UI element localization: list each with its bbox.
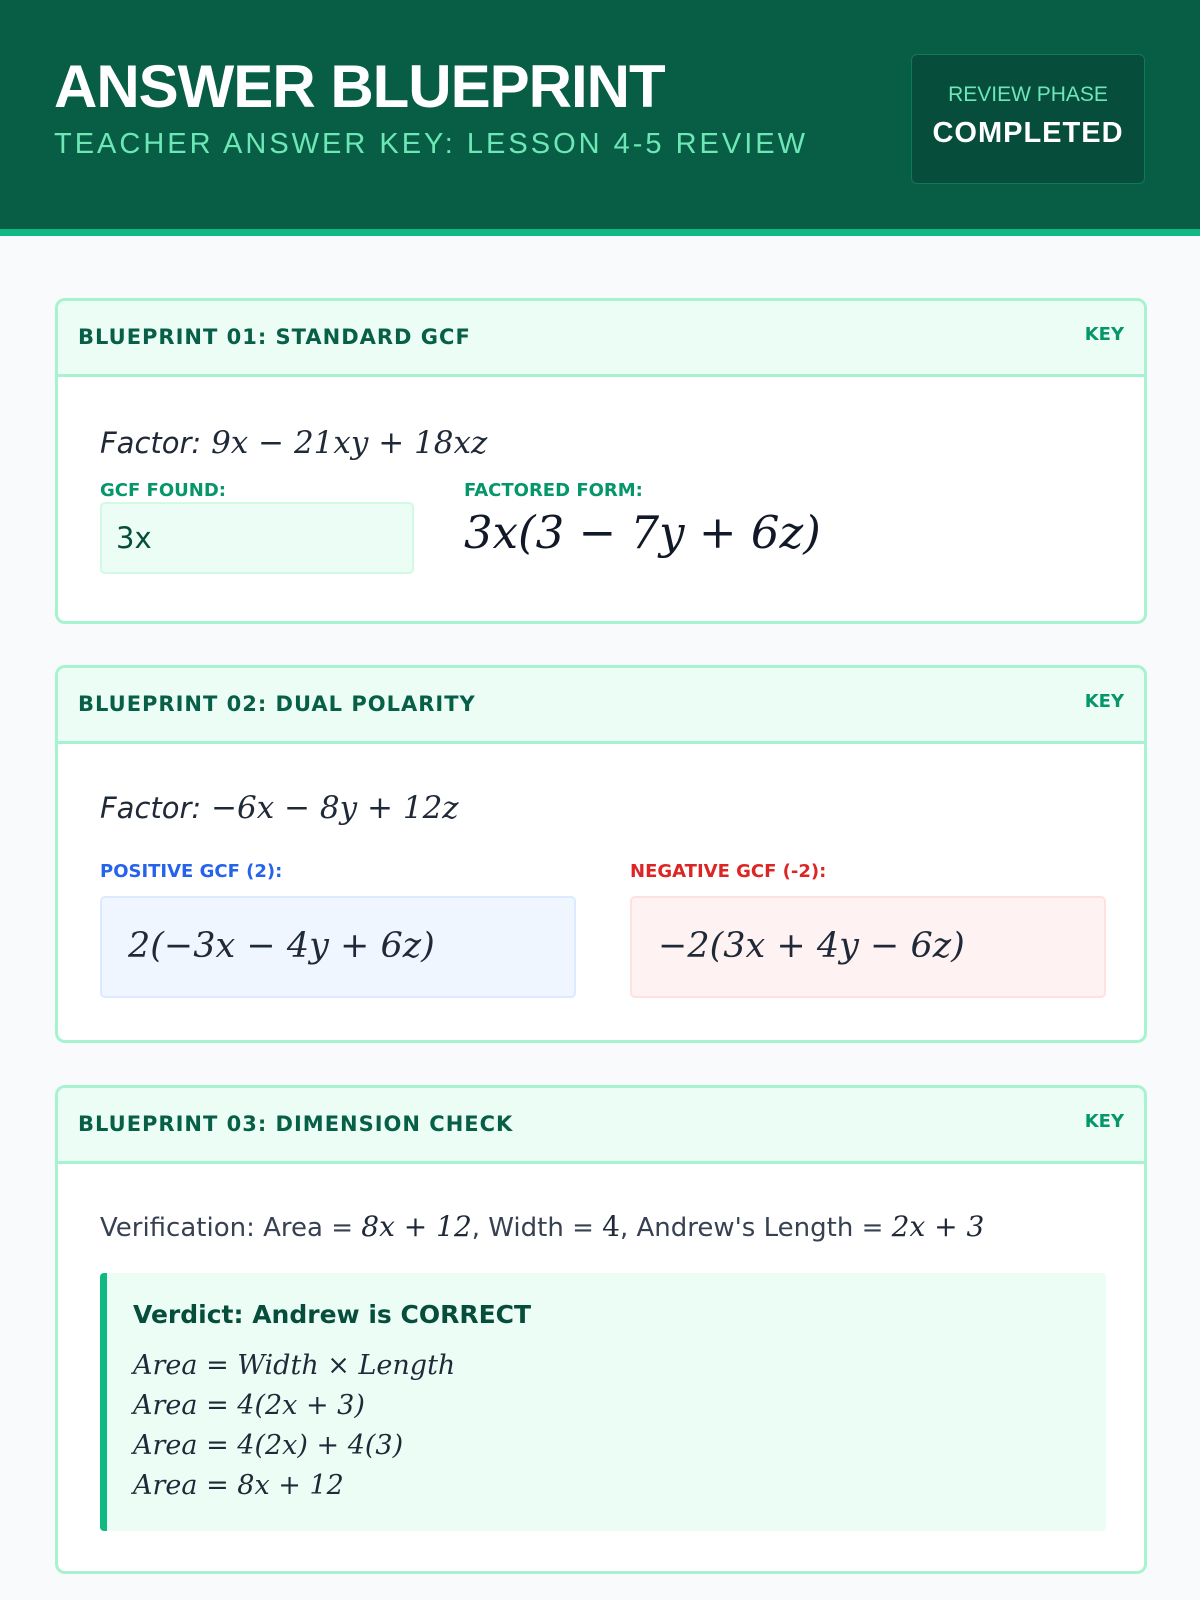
- gcf-found-label: GCF FOUND:: [100, 480, 226, 501]
- width-value: 4: [602, 1210, 620, 1243]
- blueprint-card-dimension-check: [55, 1085, 1147, 1574]
- gcf-value: 3x: [116, 521, 152, 555]
- negative-gcf-value: −2(3x + 4y − 6z): [658, 926, 965, 966]
- factored-form-label: FACTORED FORM:: [464, 480, 643, 501]
- factored-form-value: 3x(3 − 7y + 6z): [464, 506, 821, 559]
- verdict-step: Area = 4(2x) + 4(3): [133, 1430, 404, 1461]
- card-header: [58, 1088, 1144, 1164]
- length-expression: 2x + 3: [891, 1210, 985, 1243]
- card-header: [58, 668, 1144, 744]
- width-text: , Width =: [471, 1213, 603, 1243]
- verdict-box: [100, 1273, 1106, 1531]
- page-subtitle: TEACHER ANSWER KEY: LESSON 4-5 REVIEW: [54, 128, 808, 160]
- problem-statement: [100, 423, 487, 463]
- verification-prefix: Verification: Area =: [100, 1213, 362, 1243]
- review-phase-label: REVIEW PHASE: [948, 83, 1108, 106]
- key-badge: KEY: [1084, 324, 1124, 345]
- negative-gcf-label: NEGATIVE GCF (-2):: [630, 861, 827, 882]
- review-phase-badge: [911, 54, 1145, 184]
- page-header: [0, 0, 1200, 236]
- verdict-step: Area = Width × Length: [133, 1350, 456, 1381]
- problem-statement: [100, 788, 459, 828]
- key-badge: KEY: [1084, 691, 1124, 712]
- length-text: , Andrew's Length =: [619, 1213, 892, 1243]
- negative-gcf-box: [630, 896, 1106, 998]
- verdict-title: Verdict: Andrew is CORRECT: [133, 1300, 532, 1329]
- positive-gcf-label: POSITIVE GCF (2):: [100, 861, 283, 882]
- blueprint-card-standard-gcf: [55, 298, 1147, 624]
- gcf-answer-box: [100, 502, 414, 574]
- problem-expression: −6x − 8y + 12z: [211, 790, 459, 826]
- positive-gcf-box: [100, 896, 576, 998]
- blueprint-card-dual-polarity: [55, 665, 1147, 1043]
- area-expression: 8x + 12: [361, 1210, 472, 1243]
- verification-line: [100, 1210, 984, 1245]
- card-header: [58, 301, 1144, 377]
- key-badge: KEY: [1084, 1111, 1124, 1132]
- problem-expression: 9x − 21xy + 18xz: [211, 425, 488, 461]
- verdict-step: Area = 4(2x + 3): [133, 1390, 365, 1421]
- card-title: BLUEPRINT 02: DUAL POLARITY: [78, 692, 476, 716]
- problem-label: Factor:: [100, 426, 202, 460]
- card-title: BLUEPRINT 03: DIMENSION CHECK: [78, 1112, 514, 1136]
- verdict-step: Area = 8x + 12: [133, 1470, 344, 1501]
- page-title: ANSWER BLUEPRINT: [54, 53, 665, 120]
- problem-label: Factor:: [100, 791, 202, 825]
- review-phase-status: COMPLETED: [932, 117, 1124, 149]
- card-title: BLUEPRINT 01: STANDARD GCF: [78, 325, 471, 349]
- positive-gcf-value: 2(−3x − 4y + 6z): [128, 926, 435, 966]
